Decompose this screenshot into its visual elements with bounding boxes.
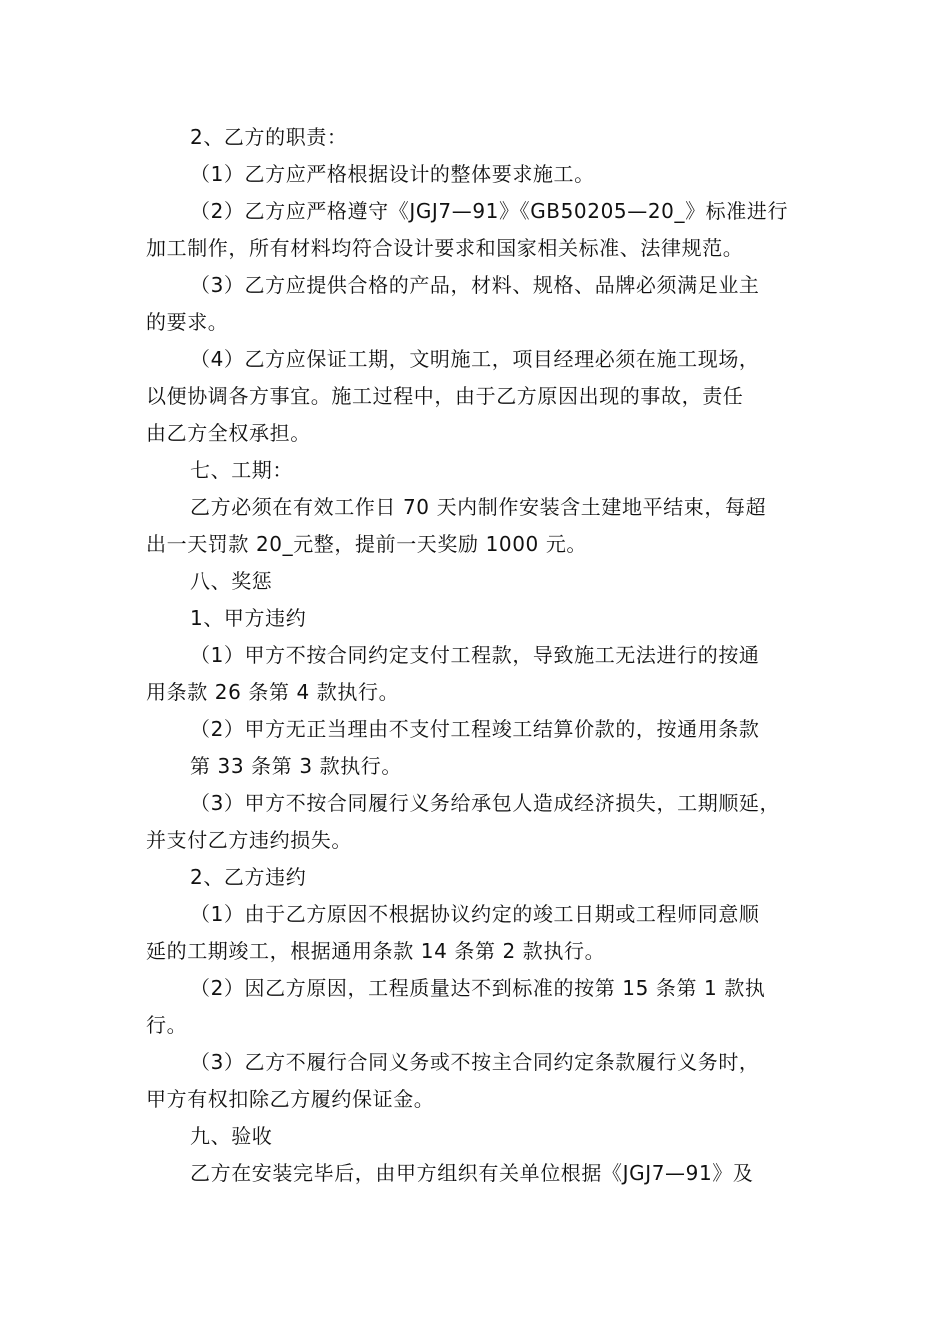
paragraph-line: （3）乙方应提供合格的产品，材料、规格、品牌必须满足业主	[190, 273, 760, 297]
section-heading-schedule: 七、工期：	[190, 458, 293, 482]
paragraph-line: （4）乙方应保证工期，文明施工，项目经理必须在施工现场，	[190, 347, 760, 371]
subheading-jiafang-breach: 1、甲方违约	[190, 606, 307, 630]
section-heading-rewards-penalties: 八、奖惩	[190, 569, 273, 593]
paragraph-line: 用条款 26 条第 4 款执行。	[146, 680, 400, 704]
section-heading-yifang-duties: 2、乙方的职责：	[190, 125, 348, 149]
paragraph-line: 以便协调各方事宜。施工过程中，由于乙方原因出现的事故，责任	[146, 384, 744, 408]
paragraph-line: （3）甲方不按合同履行义务给承包人造成经济损失，工期顺延，	[190, 791, 781, 815]
section-heading-acceptance: 九、验收	[190, 1124, 273, 1148]
paragraph-line: 第 33 条第 3 款执行。	[190, 754, 403, 778]
paragraph-line: （1）乙方应严格根据设计的整体要求施工。	[190, 162, 595, 186]
paragraph-line: 出一天罚款 20_元整，提前一天奖励 1000 元。	[146, 532, 588, 556]
paragraph-line: 甲方有权扣除乙方履约保证金。	[146, 1087, 435, 1111]
subheading-yifang-breach: 2、乙方违约	[190, 865, 307, 889]
paragraph-line: 并支付乙方违约损失。	[146, 828, 352, 852]
paragraph-line: （1）由于乙方原因不根据协议约定的竣工日期或工程师同意顺	[190, 902, 760, 926]
paragraph-line: 乙方必须在有效工作日 70 天内制作安装含土建地平结束，每超	[190, 495, 767, 519]
paragraph-line: 延的工期竣工，根据通用条款 14 条第 2 款执行。	[146, 939, 606, 963]
paragraph-line: （2）乙方应严格遵守《JGJ7—91》《GB50205—20_》标准进行	[190, 199, 789, 223]
paragraph-line: 行。	[146, 1013, 188, 1037]
paragraph-line: 加工制作，所有材料均符合设计要求和国家相关标准、法律规范。	[146, 236, 744, 260]
paragraph-line: （3）乙方不履行合同义务或不按主合同约定条款履行义务时，	[190, 1050, 760, 1074]
paragraph-line: （2）因乙方原因，工程质量达不到标准的按第 15 条第 1 款执	[190, 976, 766, 1000]
paragraph-line: 由乙方全权承担。	[146, 421, 311, 445]
paragraph-line: 乙方在安装完毕后，由甲方组织有关单位根据《JGJ7—91》及	[190, 1161, 754, 1185]
paragraph-line: （1）甲方不按合同约定支付工程款，导致施工无法进行的按通	[190, 643, 760, 667]
paragraph-line: 的要求。	[146, 310, 229, 334]
paragraph-line: （2）甲方无正当理由不支付工程竣工结算价款的，按通用条款	[190, 717, 760, 741]
